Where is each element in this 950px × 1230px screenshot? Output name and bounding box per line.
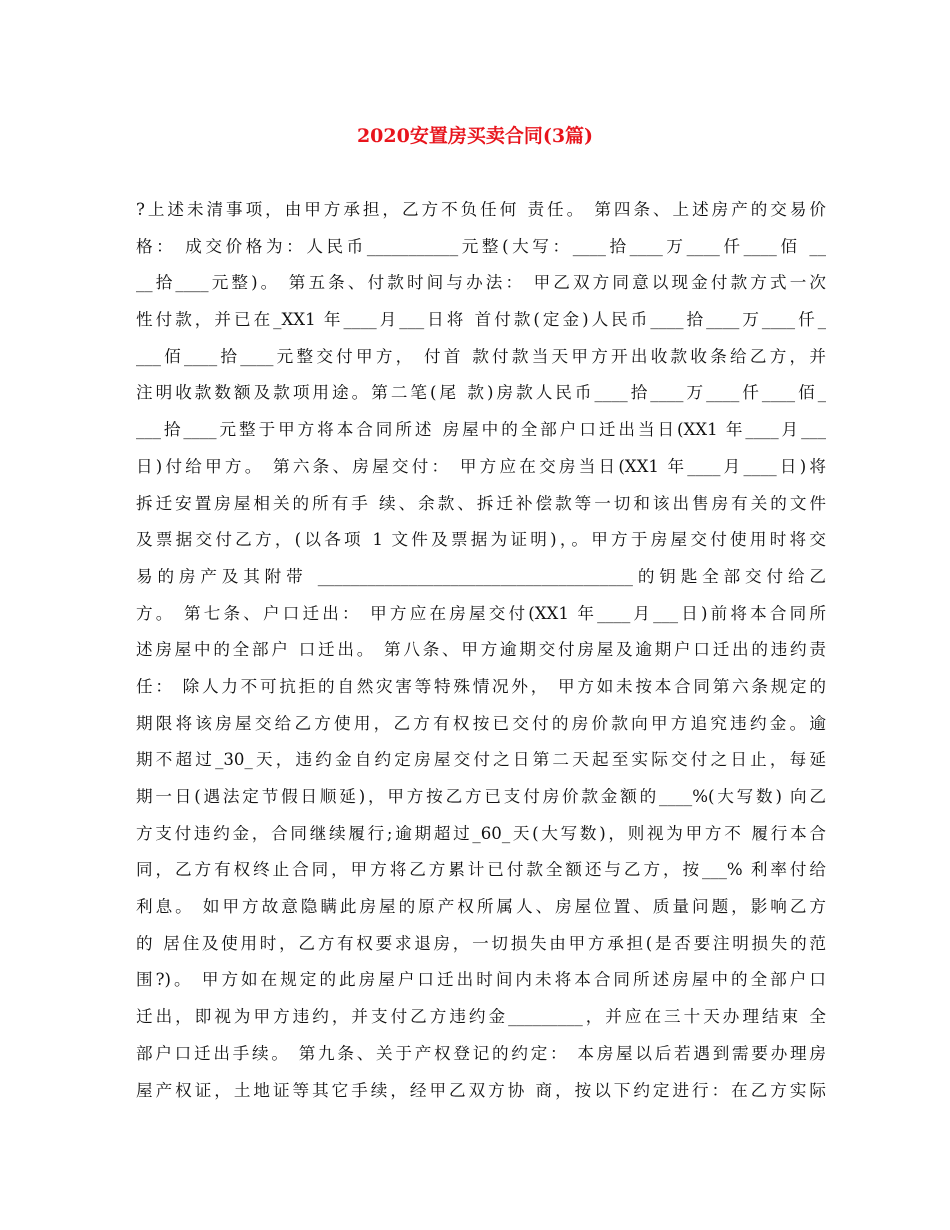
body-line: 期限将该房屋交给乙方使用，乙方有权按已交付的房价款向甲方追究违约金。逾 bbox=[136, 713, 826, 733]
document-body bbox=[136, 192, 826, 1109]
body-line: ___佰____拾____元整交付甲方， 付首 款付款当天甲方开出收款收条给乙方，并 bbox=[136, 346, 826, 366]
body-line: ?上述未清事项，由甲方承担，乙方不负任何 责任。 第四条、上述房产的交易价 bbox=[136, 200, 826, 219]
body-line: 迁出，即视为甲方违约，并支付乙方违约金_________，并应在三十天办理结束 全 bbox=[136, 1007, 826, 1027]
body-line: 格： 成交价格为：人民币___________元整(大写：____拾____万____仟____佰 __ bbox=[136, 236, 826, 256]
body-line: 拆迁安置房屋相关的所有手 续、余款、拆迁补偿款等一切和该出售房有关的文件 bbox=[136, 493, 826, 513]
body-line: 期不超过_30_天，违约金自约定房屋交付之日第二天起至实际交付之日止，每延 bbox=[136, 750, 826, 770]
body-line: 易的房产及其附带 ______________________________________的钥匙全部交付给乙 bbox=[136, 566, 826, 586]
body-line: __拾____元整)。 第五条、付款时间与办法： 甲乙双方同意以现金付款方式一次 bbox=[136, 273, 826, 293]
body-line: 期一日(遇法定节假日顺延)，甲方按乙方已支付房价款金额的____%(大写数) 向乙 bbox=[136, 787, 826, 806]
body-line: 日)付给甲方。 第六条、房屋交付： 甲方应在交房当日(XX1 年____月____日)将 bbox=[136, 456, 826, 476]
body-line: 利息。 如甲方故意隐瞒此房屋的原产权所属人、房屋位置、质量问题，影响乙方 bbox=[136, 897, 826, 917]
body-line: 任： 除人力不可抗拒的自然灾害等特殊情况外， 甲方如未按本合同第六条规定的 bbox=[136, 676, 826, 696]
body-line: 注明收款数额及款项用途。第二笔(尾 款)房款人民币____拾____万____仟____佰_ bbox=[136, 383, 826, 403]
body-line: 屋产权证，土地证等其它手续，经甲乙双方协 商，按以下约定进行：在乙方实际 bbox=[136, 1080, 826, 1100]
body-line: 同，乙方有权终止合同，甲方将乙方累计已付款全额还与乙方，按___% 利率付给 bbox=[136, 860, 826, 880]
body-line: 述房屋中的全部户 口迁出。 第八条、甲方逾期交付房屋及逾期户口迁出的违约责 bbox=[136, 640, 826, 660]
body-line: 的 居住及使用时，乙方有权要求退房，一切损失由甲方承担(是否要注明损失的范 bbox=[136, 933, 826, 953]
body-line: 及票据交付乙方，(以各项 1 文件及票据为证明)，。甲方于房屋交付使用时将交 bbox=[136, 530, 826, 550]
body-line: 围?)。 甲方如在规定的此房屋户口迁出时间内未将本合同所述房屋中的全部户口 bbox=[136, 970, 826, 990]
body-line: ___拾____元整于甲方将本合同所述 房屋中的全部户口迁出当日(XX1 年____月___ bbox=[136, 420, 826, 440]
body-line: 方支付违约金，合同继续履行;逾期超过_60_天(大写数)，则视为甲方不 履行本合 bbox=[136, 823, 826, 843]
document-title: 2020安置房买卖合同(3篇) bbox=[356, 125, 594, 147]
body-line: 方。 第七条、户口迁出： 甲方应在房屋交付(XX1 年____月___日)前将本合同所 bbox=[136, 603, 826, 623]
body-line: 部户口迁出手续。 第九条、关于产权登记的约定： 本房屋以后若遇到需要办理房 bbox=[136, 1043, 826, 1063]
body-line: 性付款，并已在_XX1 年____月___日将 首付款(定金)人民币____拾____万____仟_ bbox=[136, 310, 826, 330]
